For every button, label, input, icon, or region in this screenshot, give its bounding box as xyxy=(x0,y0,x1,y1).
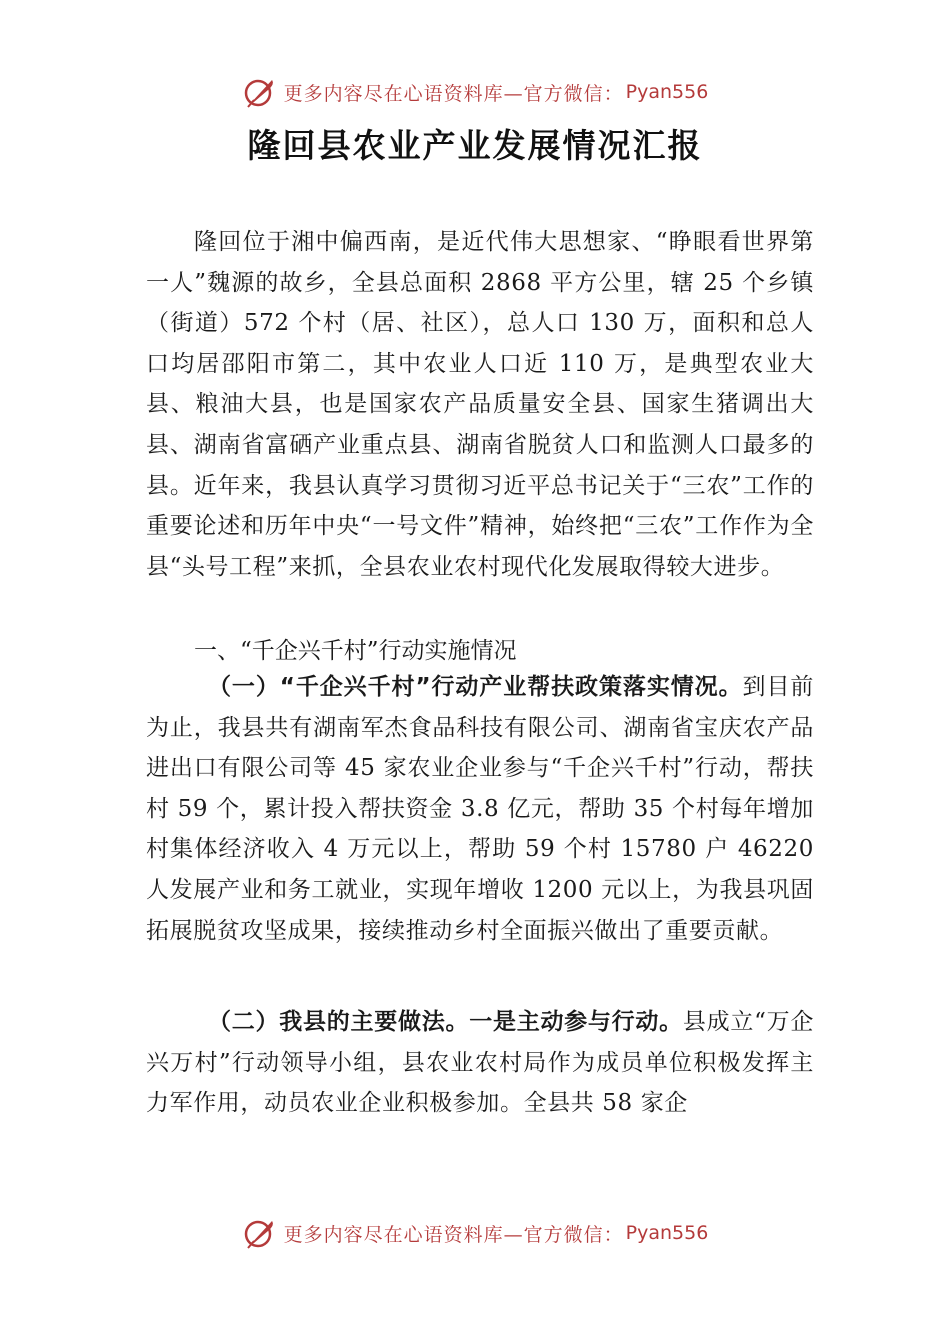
banner-wechat-id: Pyan556 xyxy=(625,81,709,103)
header-banner xyxy=(0,70,950,114)
section-2-paragraph xyxy=(146,1002,814,1124)
intro-text: 隆回位于湘中偏西南，是近代伟大思想家、“睁眼看世界第一人”魏源的故乡，全县总面积 2868 平方公里，辖 25 个乡镇（街道）572 个村（居、社区），总人口 130 万，面积和总人口均居邵阳市第二，其中农业人口近 110 万，是典型农业大县、粮油大县，也是国家农产品质量安全县、国家生猪调出大县、湖南省富硒产业重点县、湖南省脱贫人口和监测人口最多的县。近年来，我县认真学习贯彻习近平总书记关于“三农”工作的重要论述和历年中央“一号文件”精神，始终把“三农”工作作为全县“头号工程”来抓，全县农业农村现代化发展取得较大进步。 xyxy=(146,229,814,580)
section-1-paragraph xyxy=(146,667,814,951)
document-title: 隆回县农业产业发展情况汇报 xyxy=(247,126,703,165)
intro-paragraph xyxy=(146,222,814,587)
section-2-text: 县成立“万企兴万村”行动领导小组，县农业农村局作为成员单位积极发挥主力军作用，动员农业企业积极参加。全县共 58 家企 xyxy=(146,1009,815,1117)
quill-logo-icon xyxy=(242,74,278,110)
section-1-text: 到目前为止，我县共有湖南军杰食品科技有限公司、湖南省宝庆农产品进出口有限公司等 45 家农业企业参与“千企兴千村”行动，帮扶村 59 个，累计投入帮扶资金 3.8 亿元，帮助 35 个村每年增加村集体经济收入 4 万元以上，帮助 59 个村 15780 户 46220 人发展产业和务工就业，实现年增收 1200 元以上，为我县巩固拓展脱贫攻坚成果，接续推动乡村全面振兴做出了重要贡献。 xyxy=(146,674,814,944)
subheading-2: （二）我县的主要做法。一是主动参与行动。 xyxy=(208,1009,683,1035)
quill-logo-icon xyxy=(242,1215,278,1251)
banner-text: 更多内容尽在心语资料库—官方微信： xyxy=(283,82,624,105)
banner-text: 更多内容尽在心语资料库—官方微信： xyxy=(283,1223,624,1246)
section-heading-1: 一、“千企兴千村”行动实施情况 xyxy=(194,638,517,664)
banner-wechat-id: Pyan556 xyxy=(625,1222,709,1244)
footer-banner xyxy=(0,1211,950,1255)
subheading-1: （一）“千企兴千村”行动产业帮扶政策落实情况。 xyxy=(208,674,743,700)
